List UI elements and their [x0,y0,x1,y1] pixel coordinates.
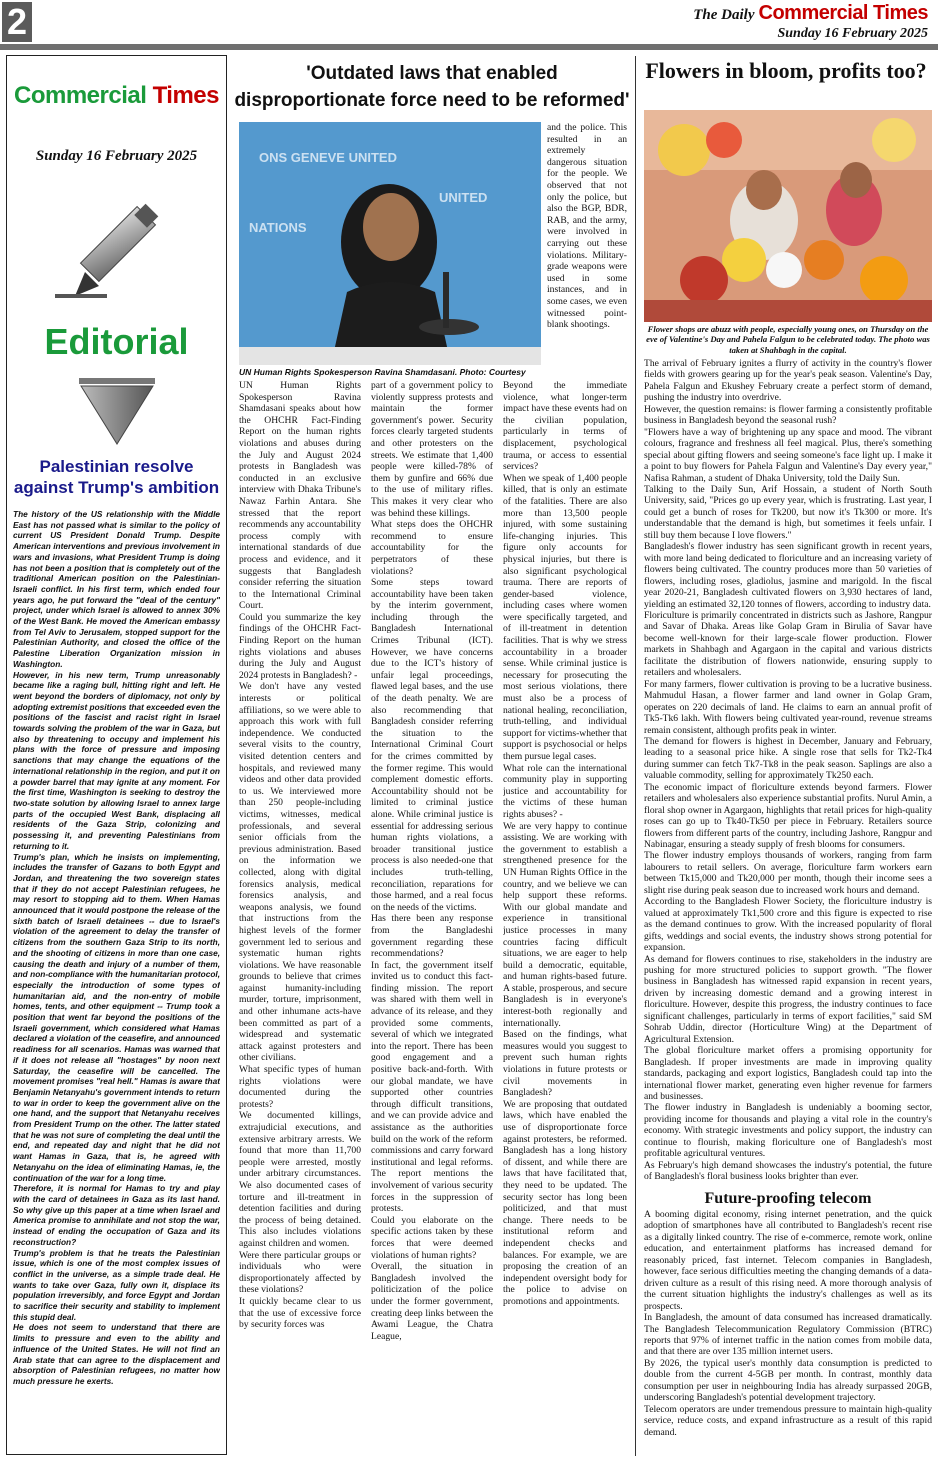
telecom-body [644,1209,932,1449]
interview-paragraph: Could you summarize the key findings of the OHCHR Fact-Finding Report on the human rights violations and abuses during the July and August 2024 protests in Bangladesh? - [239,611,361,681]
editorial-body [13,509,220,1451]
interview-column-2 [371,380,493,1455]
header-date: Sunday 16 February 2025 [777,26,928,41]
telecom-paragraph: By 2026, the typical user's monthly data consumption is predicted to double from the current 4-5GB per month. In contrast, monthly data consumption per user in neighbouring India has already surpassed 20GB, underscoring Bangladesh's potential development trajectory. [644,1357,932,1404]
arrow-down-icon [79,378,155,448]
editorial-paragraph: He does not seem to understand that there are limits to pressure and even to the ability and influence of the United States. He will not find an Arab state that can agree to the displacement and absorption of Palestinian refugees, no matter how much pressure he exerts. [13,1322,220,1386]
editorial-paragraph: The history of the US relationship with the Middle East has not passed what is similar to the policy of current US President Donald Trump. Despite American interventions and previous involvement in wars and invasions, what President Trump is doing has not been a position that is completely out of the traditional American position on the Palestinian-Israeli conflict. In his first term, which ended four years ago, he put forward the "deal of the century" project, under which Israel is allowed to annex 30% of the West Bank. He moved the American embassy from Tel Aviv to Jerusalem, stopped support for the Palestinian Authority, and closed the office of the Palestine Liberation Organization mission in Washington. [13,509,220,669]
flowers-paragraph: Talking to the Daily Sun, Arif Hossain, a student of North South University, said, "Prices go up every year, which is frustrating. Last year, I could get a bunch of roses for Tk200, but now it's Tk300 or more. It's understandable that the demand is high, but sometimes it feels unfair. I still buy them because I love flowers." [644,483,932,541]
telecom-paragraph: Telecom operators are under tremendous pressure to maintain high-quality service, reduce costs, and expand infrastructure as a result of this rapid demand. [644,1403,932,1438]
interview-column-top [547,122,627,378]
interview-paragraph: What role can the international community play in supporting justice and accountability for the victims of these human rights abuses? - [503,762,627,820]
interview-paragraph: UN Human Rights Spokesperson Ravina Shamdasani speaks about how the OHCHR Fact-Finding Report on the human rights violations and abuses during the July and August 2024 protests in Bangladesh was conducted in an exclusive interview with Dhaka Tribune's Nawaz Farhin Antara. She stressed that the report recommends any accountability process comply with international standards of due process and evidence, and it suggests that Bangladesh consider referring the situation to the International Criminal Court. [239,380,361,612]
interview-paragraph: We don't have any vested interests or political affiliations, so we were able to approach this work with full independence. We conducted several visits to the country, visited detention centers and hospitals, and reviewed many videos and other data provided to us. We interviewed more than 250 people-including victims, witnesses, medical professionals, and several senior officials from the previous administration. Based on the information we collected, along with digital forensics analysis, medical forensics analysis, and weapons analysis, we found that instructions from the highest levels of the former government led to serious and systematic human rights violations. We have reasonable grounds to believe that crimes against humanity-including murder, torture, imprisonment, and other inhumane acts-have been committed as part of a widespread and systematic attack against protesters and other civilians. [239,681,361,1064]
column-divider [635,56,636,1456]
telecom-headline: Future-proofing telecom [704,1190,872,1207]
flowers-paragraph: "Flowers have a way of brightening up any space and mood. The vibrant colours, fragrance and freshness all feel magical. Plus, there's something special about gifting flowers and seeing someone's face light up. I make it a point to buy flowers for Pahela Falgun and Valentine's Day every year," Nafisa Rahman, a student of Dhaka University, told the Daily Sun. [644,426,932,484]
flowers-paragraph: The arrival of February ignites a flurry of activity in the country's flower fields with growers gearing up for the year's peak season. Valentine's Day, Pahela Falgun and Ekushey February create a perfect storm of demand, pushing the industry into overdrive. [644,358,932,404]
interview-paragraph: In fact, the government itself invited us to conduct this fact-finding mission. The report was shared with them well in advance of its release, and they provided some comments, several of which we integrated into the report. There has been good engagement and a positive back-and-forth. With our global mandate, we have supported other countries through difficult transitions, and we can provide advice and assistance as the authorities build on the work of the reform commissions and carry forward institutional and legal reforms. The report mentions the involvement of various security forces in the suppression of protests. [371,959,493,1215]
interview-paragraph: Overall, the situation in Bangladesh involved the politicization of the police under the former government, creating deep links between the Awami League, the Chatra League, [371,1261,493,1342]
interview-column-1 [239,380,361,1455]
masthead [693,2,928,25]
interview-paragraph: and the police. This resulted in an extremely dangerous situation for the people. We observed that not only the police, but also the BGP, BDR, RAB, and the army, were involved in carrying out these violations. Military-grade weapons were used in some instances, and in some cases, we even witnessed point-blank shootings. [547,122,627,331]
flowers-paragraph: As demand for flowers continues to rise, stakeholders in the industry are pushing for more structured policies to support growth. "The flower business in Bangladesh has witnessed rapid expansion in recent years, driven by increasing domestic demand and a growing interest in floriculture. However, despite this progress, the industry continues to face significant challenges, particularly in terms of export facilities," said SM Sohrab Uddin, director (Horticulture Wing) at the Department of Agricultural Extension. [644,953,932,1045]
telecom-paragraph: A booming digital economy, rising internet penetration, and the quick adoption of smartphones have all contributed to Bangladesh's recent rise as a digitally linked country. The rise of e-commerce, remote work, online education, and entertainment platforms has increased demand for reasonably priced, fast internet. Telecom companies in Bangladesh, however, face serious difficulties meeting the changing demands of a data-driven culture as a result of this rising need. A more thorough analysis of the current situation highlights the industry's challenges as well as its prospects. [644,1209,932,1312]
interview-headline: 'Outdated laws that enabled disproportionate force need to be reformed' [234,63,630,111]
interview-paragraph: What specific types of human rights violations were documented during the protests? [239,1064,361,1110]
flowers-paragraph: According to the Bangladesh Flower Society, the floriculture industry is valued at approximately Tk1,500 crore and this figure is expected to rise as the demand continues to grow. With the increased popularity of floral gifts, weddings and social events, the industry shows strong potential for expansion. [644,896,932,954]
editorial-column [6,55,227,1455]
flowers-paragraph: As February's high demand showcases the industry's potential, the future of Bangladesh's floral business looks brighter than ever. [644,1159,932,1183]
interview-paragraph: What steps does the OHCHR recommend to ensure accountability for the perpetrators of these violations? [371,519,493,577]
header-rule [0,44,938,50]
interview-paragraph: Could you elaborate on the specific actions taken by these forces that were deemed violations of human rights? [371,1214,493,1261]
interview-paragraph: Has there been any response from the Bangladeshi government regarding these recommendations? [371,913,493,960]
editorial-paragraph: Trump's plan, which he insists on implementing, includes the transfer of Gazans to both Egypt and Jordan, and threatening the two sovereign states that if they do not accept Palestinian refugees, he may resort to stopping aid to them. When Hamas announced that it would postpone the release of the sixth batch of Israeli detainees -- due to Israel's violation of the agreement to delay the transfer of citizens from the southern Gaza Strip to its north, and the shooting of citizens in more than one case, causing the death and injury of a number of them, and non-compliance with the humanitarian protocol, especially the introduction of some types of humanitarian aid, and the non-entry of mobile homes, tents, and other equipment -- Trump took a position that went far beyond the positions of the Israeli government, which considered what Hamas declared a violation of the ceasefire, and announced readiness for all scenarios. Hamas was warned that if it does not release all "hostages" by noon next Saturday, the ceasefire will be cancelled. The movement promises "real hell." Hamas is aware that Benjamin Netanyahu's government intends to return to war in order to keep the government alive on the one hand, and the support that Netanyahu receives from President Trump on the other. The latter stated that he was not sure of completing the deal until the end, and repeated day and night that he did not want Hamas in Gaza, that is, he agreed with Netanyahu on the idea of eliminating Hamas, ie, the continuation of the war for a long time. [13,851,220,1183]
logo-commercial: Commercial [14,82,147,109]
interview-paragraph: We are very happy to continue assisting. We are working with the government to establish a strengthened presence for the UN Human Rights Office in the country, and we believe we can help support these reforms. With our global mandate and experience in transitional justice processes in many countries facing difficult situations, we are eager to help build a democratic, equitable, and human rights-based future. A stable, prosperous, and secure Bangladesh is in everyone's interest-both regionally and internationally. [503,820,627,1029]
pen-icon [47,184,187,304]
interview-paragraph: Some steps toward accountability have been taken by the interim government, including through the Bangladesh International Crimes Tribunal (ICT). However, we have concerns due to the ICT's history of unfair legal proceedings, flawed legal bases, and the use of the death penalty. We are also recommending that Bangladesh consider referring the situation to the International Criminal Court for the crimes committed by the former regime. This would complement domestic efforts. Accountability should not be limited to criminal justice alone. While criminal justice is essential for addressing serious human rights violations, a broader transitional justice process is also needed-one that includes truth-telling, reconciliation, reparations for those harmed, and a real focus on the needs of the victims. [371,577,493,913]
flowers-paragraph: The flower industry employs thousands of workers, ranging from farm labourers to retail sellers. On average, floriculture farm workers earn between Tk15,000 and Tk20,000 per month, though their income sees a slight rise during peak season due to increased work hours and demand. [644,850,932,896]
interview-paragraph: Based on the findings, what measures would you suggest to prevent such human rights violations in future protests or civil movements in Bangladesh? [503,1029,627,1099]
section-title: Editorial [44,321,189,362]
flowers-headline: Flowers in bloom, profits too? [645,58,927,83]
logo [7,82,226,110]
flowers-paragraph: Floriculture is primarily concentrated in districts such as Jashore, Rangpur and Savar of Dhaka. Areas like Golap Gram in Birulia of Savar have become well-known for their large-scale flower production. Flower markets in Shahbagh and Agargaon in the capital and various districts facilitate the distribution of flowers nationwide, ensuring supply to retailers and wholesalers. [644,609,932,679]
editorial-date: Sunday 16 February 2025 [35,148,198,164]
svg-text:NATIONS: NATIONS [249,220,307,235]
interview-paragraph: We are proposing that outdated laws, which have enabled the use of disproportionate force against protesters, be reformed. Bangladesh has a long history of dissent, and while there are laws that have facilitated that, they need to be updated. The security sector has long been politicized, and that must change. There needs to be institutional reform and independent checks and balances. For example, we are proposing the creation of an independent oversight body for the police to advise on promotions and appointments. [503,1098,627,1307]
flowers-photo-caption: Flower shops are abuzz with people, especially young ones, on Thursday on the eve of Valentine's Day and Pahela Falgun to be celebrated today. The photo was taken at Shahbagh in the capital. [646,324,930,355]
masthead-title: Commercial Times [758,2,928,24]
editorial-paragraph: Trump's problem is that he treats the Palestinian issue, which is one of the most complex issues of conflict in the universe, as a simple trade deal. He wants to take over Gaza, fully own it, displace its population irreversibly, and force Egypt and Jordan to sacrifice their security and stability to implement this stupid deal. [13,1247,220,1322]
flowers-paragraph: The economic impact of floriculture extends beyond farmers. Flower retailers and wholesalers also experience substantial profits. Nurul Amin, a floral shop owner in Agargaon, highlights that retail prices for high-quality roses can go up to Tk40-Tk50 per piece in February. Retailers source flowers from different parts of the country, including Jashore, Rangpur and Nabinagar, ensuring a steady supply of fresh blooms for consumers. [644,781,932,851]
page-number: 2 [2,2,32,42]
interview-column-3 [503,380,627,1455]
interview-paragraph: It quickly became clear to us that the use of excessive force by security forces was [239,1295,361,1331]
interview-paragraph: We documented killings, extrajudicial executions, and extensive arbitrary arrests. We found that more than 11,700 people were arrested, mostly under arbitrary circumstances. We also documented cases of torture and ill-treatment in detention facilities and during the process of being detained. This also includes violations against children and women. [239,1110,361,1249]
masthead-daily: The Daily [693,7,755,23]
interview-paragraph: Beyond the immediate violence, what longer-term impact have these events had on the civilian population, particularly in terms of displacement, psychological trauma, or access to essential services? [503,380,627,473]
svg-text:UNITED: UNITED [439,190,488,205]
flowers-paragraph: Bangladesh's flower industry has seen significant growth in recent years, with more land being dedicated to floriculture and an increasing variety of flowers being cultivated. The country produces more than 50 varieties of flowers, including roses, gladiolus, jasmine and marigold. In the fiscal year 2020-21, Bangladesh cultivated flowers on 3,930 hectares of land, yielding an estimated 32,120 tonnes of flowers, according to industry data. [644,541,932,610]
flowers-body [644,358,932,1188]
flowers-paragraph: For many farmers, flower cultivation is proving to be a lucrative business. Mahmudul Hasan, a flower farmer and land owner in Golap Gram, operates on 220 decimals of land. He claims to earn an annual profit of Tk5-Tk6 lakh. With flowers being cultivated year-round, revenue streams remain consistent, although profits peak in winter. [644,678,932,736]
logo-times: Times [152,82,219,109]
flowers-photo [644,110,932,322]
flowers-paragraph: The demand for flowers is highest in December, January and February, leading to a seasonal price hike. A single rose that sells for Tk2-Tk4 during summer can fetch Tk7-Tk8 in the peak season. Saplings are also a valuable commodity, selling for approximately Tk250 each. [644,735,932,782]
interview-photo [239,122,541,365]
interview-paragraph: Were there particular groups or individuals who were disproportionately affected by these violations? [239,1249,361,1296]
flowers-paragraph: The global floriculture market offers a promising opportunity for Bangladesh. If proper investments are made in improving quality standards, packaging and export logistics, Bangladesh could tap into the international flower market, generating even higher revenue for farmers and businesses. [644,1045,932,1102]
telecom-paragraph: In Bangladesh, the amount of data consumed has increased dramatically. The Bangladesh Telecommunication Regulatory Commission (BTRC) reports that 97% of internet traffic in the nation comes from mobile data, and that there are over 135 million internet users. [644,1312,932,1358]
flowers-paragraph: The flower industry in Bangladesh is undeniably a booming sector, providing income for thousands and playing a vital role in the country's economy. With strategic investments and policy support, the industry can continue to flourish, making floriculture one of Bangladesh's most profitable agricultural ventures. [644,1102,932,1160]
svg-text:ONS GENEVE UNITED: ONS GENEVE UNITED [259,150,397,165]
editorial-headline: Palestinian resolve against Trump's ambition [13,457,220,497]
editorial-paragraph: Therefore, it is normal for Hamas to try and play with the card of detainees in Gaza as its last hand. So why give up this paper at a time when Israel and America promise to annihilate and not stop the war, instead of ending the occupation of Gaza and its reconstruction? [13,1183,220,1247]
flowers-paragraph: However, the question remains: is flower farming a consistently profitable business in Bangladesh beyond the seasonal rush? [644,403,932,427]
interview-paragraph: part of a government policy to violently suppress protests and maintain the former government's power. Security forces clearly targeted students and other protesters on the streets. We estimate that 1,400 people were killed-78% of them by gunfire and 66% due to the use of military rifles. This makes it very clear who was behind these killings. [371,380,493,519]
editorial-paragraph: However, in his new term, Trump unreasonably became like a raging bull, hitting right and left. He went beyond the borders of diplomacy, not only by adopting extremist positions that exceeded even the positions of the fascist and racist right in Israel towards solving the problem of the war in Gaza, but also by threatening to occupy and implement his plans with the force of pressure and imposing sanctions that may change the equations of the international relationship in the region, and put it on a powder barrel that may ignite at any moment. For the first time, Washington is seeking to destroy the two-state solution by allowing Israel to annex large parts of the occupied West Bank, displacing all residents of the Gaza Strip, colonizing and possessing it, and preventing Palestinians from returning to it. [13,669,220,851]
interview-paragraph: When we speak of 1,400 people killed, that is only an estimate of the fatalities. There are also more than 13,500 people injured, with some sustaining life-changing injuries. This figure only accounts for physical injuries, but there is also significant psychological trauma. There are reports of gender-based violence, including cases where women were specifically targeted, and of ill-treatment in detention facilities. That is why we stress accountability in a broader sense. While criminal justice is necessary for prosecuting the most serious violations, there must also be a process of national healing, reconciliation, truth-telling, and individual support for victims-whether that support is psychosocial or helps them pursue legal cases. [503,472,627,762]
interview-photo-caption: UN Human Rights Spokesperson Ravina Shamdasani. Photo: Courtesy [239,367,526,377]
